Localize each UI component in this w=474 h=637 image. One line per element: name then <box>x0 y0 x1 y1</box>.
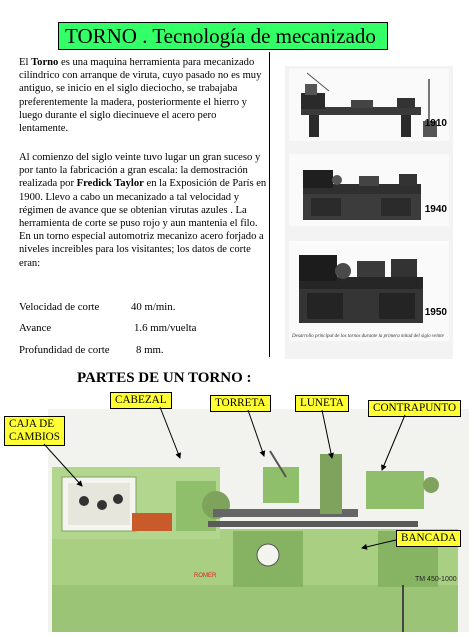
spec-row-feed <box>19 322 197 335</box>
history-pre: Al comienzo del siglo veinte tuvo lugar un gran suceso y por tanto la fabricación a gran escala: la demostración realizada por <box>19 152 261 190</box>
label-luneta <box>295 395 349 412</box>
label-cabezal <box>110 392 172 409</box>
label-cabezal-text: CABEZAL <box>115 394 167 406</box>
label-bancada-text: BANCADA <box>401 532 457 544</box>
year-label-1940: 1940 <box>424 204 447 215</box>
page-title-text: TORNO . Tecnología de mecanizado <box>65 24 376 48</box>
photo-caption: Desarrollo principal de los tornos durante la primera mitad del siglo veinte <box>292 334 444 339</box>
lathe-1950-illustration <box>289 241 449 341</box>
history-paragraph <box>19 151 269 270</box>
history-bold: Fredick Taylor <box>76 178 144 190</box>
machine-badge: TM 450-1000 <box>415 576 457 583</box>
label-caja-text: CAJA DE CAMBIOS <box>9 418 60 443</box>
label-torreta <box>210 395 271 412</box>
spec-row-depth <box>19 344 164 357</box>
machine-brand: ROMER <box>194 573 217 579</box>
label-torreta-text: TORRETA <box>215 397 266 409</box>
spec-label: Profundidad de corte <box>19 344 110 356</box>
page-title <box>58 22 388 50</box>
intro-pre: El <box>19 57 32 68</box>
label-bancada <box>396 530 461 547</box>
lathe-photo-1910 <box>289 69 449 141</box>
text-column <box>16 52 270 357</box>
lathe-photo-1950 <box>289 241 449 341</box>
lathe-1940-illustration <box>289 154 449 226</box>
intro-paragraph <box>19 56 265 135</box>
label-luneta-text: LUNETA <box>300 397 344 409</box>
spec-label: Avance <box>19 322 52 334</box>
spec-label: Velocidad de corte <box>19 301 100 313</box>
historic-lathes-photo <box>285 66 453 359</box>
spec-value: 40 m/min. <box>131 301 176 313</box>
year-label-1910: 1910 <box>424 118 447 129</box>
intro-bold: Torno <box>31 57 59 68</box>
history-post: en la Exposición de París en 1900. Llevo a cabo un mecanizado a tal velocidad y régimen de avance que se obtenian virutas azules . La herramienta de corte se puso rojo y aun mantenia el filo. En un torno especial automotriz mecanizo acero forjado a niveles increibles para los visitantes; los datos de corte eran: <box>19 178 267 269</box>
label-contrapunto-text: CONTRAPUNTO <box>373 402 457 414</box>
spec-value: 8 mm. <box>136 344 164 356</box>
label-caja-de-cambios <box>4 416 65 446</box>
lathe-1910-illustration <box>289 69 449 141</box>
label-contrapunto <box>368 400 461 417</box>
parts-title: PARTES DE UN TORNO : <box>77 370 252 386</box>
lathe-machine-photo <box>48 409 469 632</box>
year-label-1950: 1950 <box>424 307 447 318</box>
modern-lathe-illustration <box>48 409 469 632</box>
intro-post: es una maquina herramienta para mecanizado cilíndrico con arranque de viruta, cuyo pasado no es muy antiguo, se inicio en el siglo dieciocho, se trabajaba preferentemente la madera, posteriormente el hierro y luego durante el siglo diecinueve el acero pero lentamente. <box>19 57 262 135</box>
spec-row-speed <box>19 301 176 314</box>
lathe-photo-1940 <box>289 154 449 226</box>
spec-value: 1.6 mm/vuelta <box>134 322 197 334</box>
